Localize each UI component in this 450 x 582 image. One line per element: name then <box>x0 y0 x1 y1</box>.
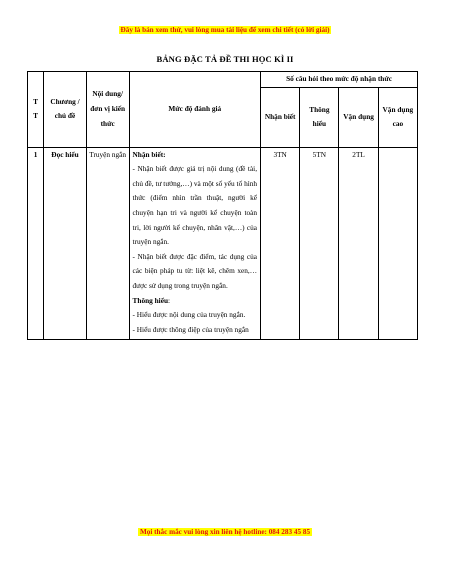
comprehension-heading <box>133 294 258 309</box>
header-recognition: Nhận biết <box>261 87 300 147</box>
row-recognition-count: 3TN <box>261 147 300 340</box>
hotline-banner-text: Mọi thắc mắc vui lòng xin liên hệ hotline: 084 283 45 85 <box>139 528 311 536</box>
comprehension-heading-colon: : <box>168 295 171 305</box>
row-application-count: 2TL <box>339 147 378 340</box>
hotline-banner <box>0 528 450 536</box>
document-title: BẢNG ĐẶC TẢ ĐỀ THI HỌC KÌ II <box>156 54 294 64</box>
row-chapter: Đọc hiểu <box>44 147 87 340</box>
comprehension-heading-text: Thông hiểu <box>132 295 169 305</box>
header-question-count-group: Số câu hỏi theo mức độ nhận thức <box>261 72 418 88</box>
header-comprehension: Thông hiểu <box>300 87 339 147</box>
table-header-row <box>28 72 418 88</box>
header-application: Vận dụng <box>339 87 378 147</box>
row-number: 1 <box>28 147 44 340</box>
recognition-item: - Nhận biết được đặc điểm, tác dụng của các biện pháp tu từ: liệt kê, chêm xen,… được sử dụng trong truyện ngắn. <box>132 251 258 290</box>
row-assessment-description <box>129 147 261 340</box>
row-high-application-count <box>378 147 417 340</box>
row-comprehension-count: 5TN <box>300 147 339 340</box>
header-tt: T T <box>28 72 44 148</box>
comprehension-item: - Hiểu được nội dung của truyện ngắn. <box>132 310 246 320</box>
comprehension-item: - Hiểu được thông điệp của truyện ngắn <box>132 324 249 334</box>
recognition-item: - Nhận biết được giá trị nội dung (đề tài, chủ đề, tư tưởng,…) và một số yếu tố hình thức (điểm nhìn trần thuật, người kể chuyện hạn tri và người kể chuyện toàn tri, lời người kể chuyện, nhân vật,…) của truyện ngắn. <box>132 164 258 247</box>
header-unit: Nội dung/ đơn vị kiến thức <box>86 72 129 148</box>
specification-table <box>27 71 418 340</box>
recognition-heading: Nhận biết: <box>132 149 166 159</box>
header-high-application: Vận dụng cao <box>378 87 417 147</box>
preview-banner-text: Đây là bản xem thử, vui lòng mua tài liệu để xem chi tiết (có lời giải) <box>120 26 330 34</box>
header-chapter: Chương / chủ đề <box>44 72 87 148</box>
header-assessment-level: Mức độ đánh giá <box>129 72 261 148</box>
row-unit: Truyện ngắn <box>86 147 129 340</box>
table-row <box>28 147 418 340</box>
preview-banner <box>0 26 450 34</box>
